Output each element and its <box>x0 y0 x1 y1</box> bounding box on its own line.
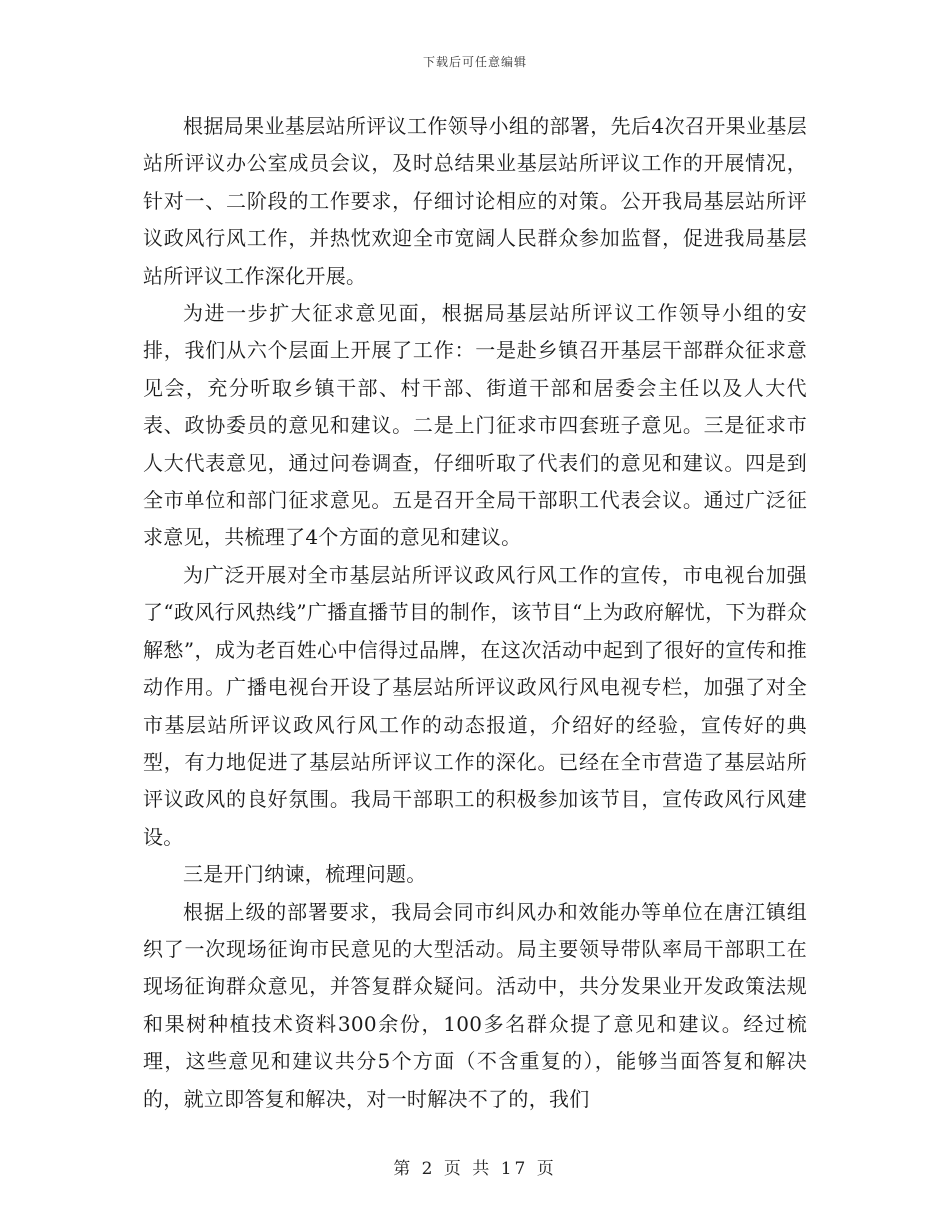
document-body <box>143 108 807 1118</box>
paragraph-publicity: 为广泛开展对全市基层站所评议政风行风工作的宣传，市电视台加强了“政风行风热线”广播直播节目的制作，该节目“上为政府解忧，下为群众解愁”，成为老百姓心中信得过品牌，在这次活动中起到了很好的宣传和推动作用。广播电视台开设了基层站所评议政风行风电视专栏，加强了对全市基层站所评议政风行风工作的动态报道，介绍好的经验，宣传好的典型，有力地促进了基层站所评议工作的深化。已经在全市营造了基层站所评议政风的良好氛围。我局干部职工的积极参加该节目，宣传政风行风建设。 <box>143 562 807 849</box>
paragraph-onsite-activity: 根据上级的部署要求，我局会同市纠风办和效能办等单位在唐江镇组织了一次现场征询市民意见的大型活动。局主要领导带队率局干部职工在现场征询群众意见，并答复群众疑问。活动中，共分发果业开发政策法规和果树种植技术资料300余份，100多名群众提了意见和建议。经过梳理，这些意见和建议共分5个方面（不含重复的），能够当面答复和解决的，就立即答复和解决，对一时解决不了的，我们 <box>143 899 807 1111</box>
paragraph-section-heading: 三是开门纳谏，梳理问题。 <box>183 862 427 887</box>
page-header-note: 下载后可任意编辑 <box>422 55 527 69</box>
page-number-footer: 第 2 页 共 17 页 <box>393 1159 557 1179</box>
paragraph-opinion-collection: 为进一步扩大征求意见面，根据局基层站所评议工作领导小组的安排，我们从六个层面上开展了工作：一是赴乡镇召开基层干部群众征求意见会，充分听取乡镇干部、村干部、街道干部和居委会主任以及人大代表、政协委员的意见和建议。二是上门征求市四套班子意见。三是征求市人大代表意见，通过问卷调查，仔细听取了代表们的意见和建议。四是到全市单位和部门征求意见。五是召开全局干部职工代表会议。通过广泛征求意见，共梳理了4个方面的意见和建议。 <box>143 301 807 550</box>
paragraph-meeting-summary: 根据局果业基层站所评议工作领导小组的部署，先后4次召开果业基层站所评议办公室成员会议，及时总结果业基层站所评议工作的开展情况，针对一、二阶段的工作要求，仔细讨论相应的对策。公开我局基层站所评议政风行风工作，并热忱欢迎全市宽阔人民群众参加监督，促进我局基层站所评议工作深化开展。 <box>143 114 807 288</box>
